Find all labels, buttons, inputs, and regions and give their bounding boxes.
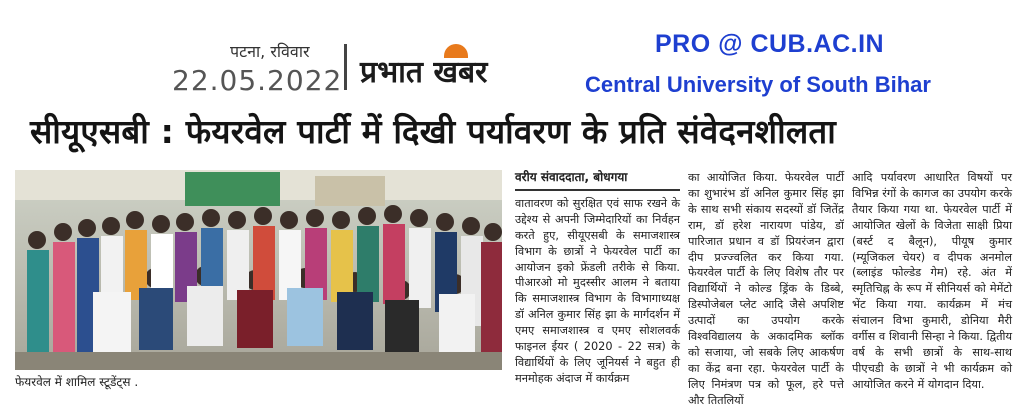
photo-caption: फेयरवेल में शामिल स्टूडेंट्स . <box>15 375 139 389</box>
group-photo <box>15 170 502 370</box>
article-column-2 <box>688 170 844 409</box>
column-text: वातावरण को सुरक्षित एवं साफ रखने के उद्देश्य से अपनी जिम्मेदारियों का निर्वहन करते हुए, सीयूएसबी के समाजशास्त्र विभाग के छात्रों ने फेयरवेल पार्टी का आयोजन इको फ्रेंडली तरीके से किया. पीआरओ मो मुदस्सीर आलम ने बताया कि समाजशास्त्र विभाग के विभागाध्यक्ष डॉ अनिल कुमार सिंह झा के मार्गदर्शन में एमए समाजशास्त्र व एमए सोशलवर्क फाइनल ईयर ( 2020 - 22 सत्र) के विद्यार्थियों के लिए जूनियर्स ने बहुत ही मनमोहक अंदाज में कार्यक्रम <box>515 196 680 385</box>
article-column-3 <box>852 170 1012 393</box>
city-day: पटना, रविवार <box>230 42 310 61</box>
column-text: आदि पर्यावरण आधारित विषयों पर विभिन्न रंगों के कागज का उपयोग करके तैयार किया गया था. फेयरवेल पार्टी में आयोजित खेलों के विजेता साक्षी प्रिया (बर्स्ट द बैलून), पीयूष कुमार (म्यूजिकल चेयर) व दीपक अनमोल (ब्लाइंड फोल्डेड गेम) रहे. अंत में स्मृतिचिह्न के रूप में सीनियर्स को मेमेंटो भेंट किया गया. कार्यक्रम में मंच संचालन विभा कुमारी, डोनिया मैरी वर्गीस व शिवानी सिन्हा ने किया. द्वितीय वर्ष के सभी छात्रों के साथ-साथ पीएचडी के छात्रों ने भी कार्यक्रम को आयोजित करने में योगदान दिया. <box>852 171 1012 391</box>
newspaper-logo <box>360 44 550 94</box>
masthead <box>0 0 1024 112</box>
issue-date: 22.05.2022 <box>172 64 343 97</box>
headline: सीयूएसबी : फेयरवेल पार्टी में दिखी पर्यावरण के प्रति संवेदनशीलता <box>30 112 836 151</box>
column-text: का आयोजित किया. फेयरवेल पार्टी का शुभारंभ डॉ अनिल कुमार सिंह झा के साथ सभी संकाय सदस्यों डॉ जितेंद्र राम, डॉ हरेश नारायण पांडेय, डॉ पारिजात प्रधान व डॉ प्रियरंजन द्वारा दीप प्रज्ज्वलित कर किया गया. फेयरवेल पार्टी के लिए विशेष तौर पर विद्यार्थियों ने कोल्ड ड्रिंक के डिब्बे, डिस्पोजेबल प्लेट आदि जैसे अपशिष्ट उत्पादों का उपयोग करके विश्वविद्यालय के अकादमिक ब्लॉक को सजाया, जो सबके लिए आकर्षण का केंद्र बना रहा. फेयरवेल पार्टी के लिए निमंत्रण पत्र को फूल, हरे पत्ते और तितलियों <box>688 171 844 407</box>
newspaper-name: प्रभात खबर <box>360 55 488 90</box>
pro-email: PRO @ CUB.AC.IN <box>655 30 885 58</box>
university-name: Central University of South Bihar <box>585 72 931 97</box>
divider <box>344 44 347 90</box>
byline: वरीय संवाददाता, बोधगया <box>515 170 680 191</box>
article-column-1 <box>515 170 680 387</box>
